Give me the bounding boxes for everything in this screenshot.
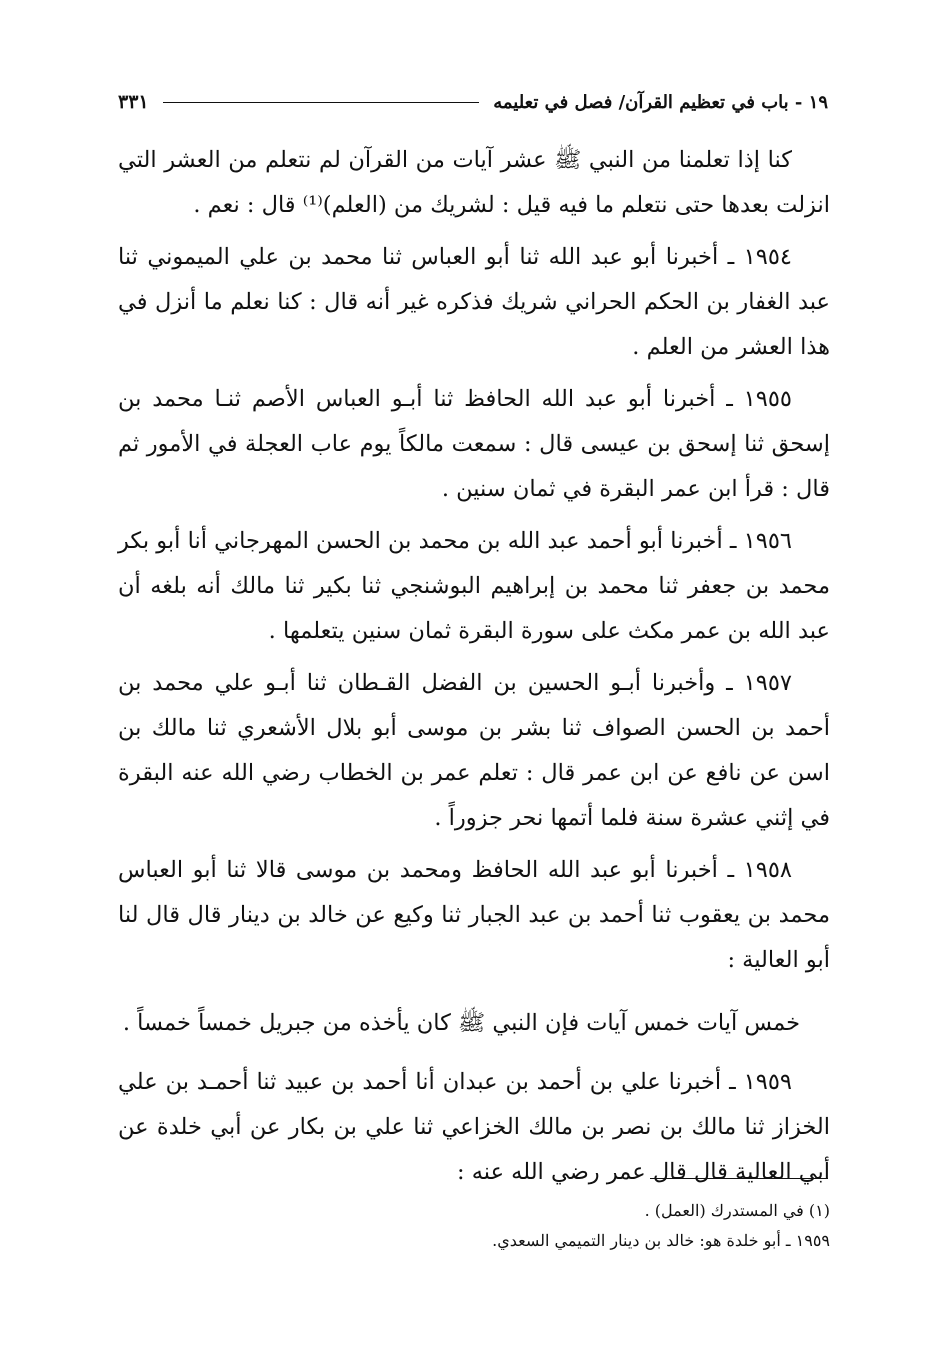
paragraph: كنا إذا تعلمنا من النبي ﷺ عشر آيات من القرآن لم نتعلم من العشر التي انزلت بعدها حتى نتعلم ما فيه قيل : لشريك من (العلم)⁽¹⁾ قال : نعم .	[118, 147, 830, 218]
footnote-1959: ١٩٥٩ ـ أبو خلدة هو: خالد بن دينار التميمي السعدي.	[492, 1231, 830, 1250]
hadith-1958: ١٩٥٨ ـ أخبرنا أبو عبد الله الحافظ ومحمد بن موسى قالا ثنا أبو العباس محمد بن يعقوب ثنا أحمد بن عبد الجبار ثنا وكيع عن خالد بن دينار قال قال لنا أبو العالية :	[118, 857, 830, 973]
hadith-1957: ١٩٥٧ ـ وأخبرنا أبـو الحسين بن الفضل القـطان ثنا أبـو علي محمد بن أحمد بن الحسن الصواف ثنا بشر بن موسى أبو بلال الأشعري ثنا مالك بن اسن عن نافع عن ابن عمر قال : تعلم عمر بن الخطاب رضي الله عنه البقرة في إثني عشرة سنة فلما أتمها نحر جزوراً .	[118, 670, 830, 831]
quoted-text: خمس آيات خمس آيات فإن النبي ﷺ كان يأخذه من جبريل خمساً خمساً .	[122, 1010, 800, 1036]
footnote-rule	[650, 1178, 828, 1179]
page-body	[118, 138, 830, 1202]
header-rule	[163, 102, 480, 103]
footnote-1: (١) في المستدرك (العمل) .	[644, 1201, 830, 1220]
chapter-title: ١٩ - باب في تعظيم القرآن/ فصل في تعليمه	[493, 91, 828, 113]
hadith-1959: ١٩٥٩ ـ أخبرنا علي بن أحمد بن عبدان أنا أحمد بن عبيد ثنا أحمـد بن علي الخزاز ثنا مالك بن نصر بن مالك الخزاعي ثنا علي بن بكار عن أبي خلدة عن أبي العالية قال قال عمر رضي الله عنه :	[118, 1069, 830, 1185]
hadith-1955: ١٩٥٥ ـ أخبرنا أبو عبد الله الحافظ ثنا أبـو العباس الأصم ثنـا محمد بن إسحق ثنا إسحق بن عيسى قال : سمعت مالكاً يوم عاب العجلة في الأمور ثم قال : قرأ ابن عمر البقرة في ثمان سنين .	[118, 386, 830, 502]
running-header	[118, 84, 828, 120]
page-number: ٣٣١	[118, 91, 149, 113]
footnotes	[118, 1196, 830, 1256]
hadith-1954: ١٩٥٤ ـ أخبرنا أبو عبد الله ثنا أبو العباس ثنا محمد بن علي الميموني ثنا عبد الغفار بن الحكم الحراني شريك فذكره غير أنه قال : كنا نعلم ما أنزل في هذا العشر من العلم .	[118, 244, 830, 360]
hadith-1956: ١٩٥٦ ـ أخبرنا أبو أحمد عبد الله بن محمد بن الحسن المهرجاني أنا أبو بكر محمد بن جعفر ثنا محمد بن إبراهيم البوشنجي ثنا بكير ثنا مالك أنه بلغه أن عبد الله بن عمر مكث على سورة البقرة ثمان سنين يتعلمها .	[118, 528, 830, 644]
